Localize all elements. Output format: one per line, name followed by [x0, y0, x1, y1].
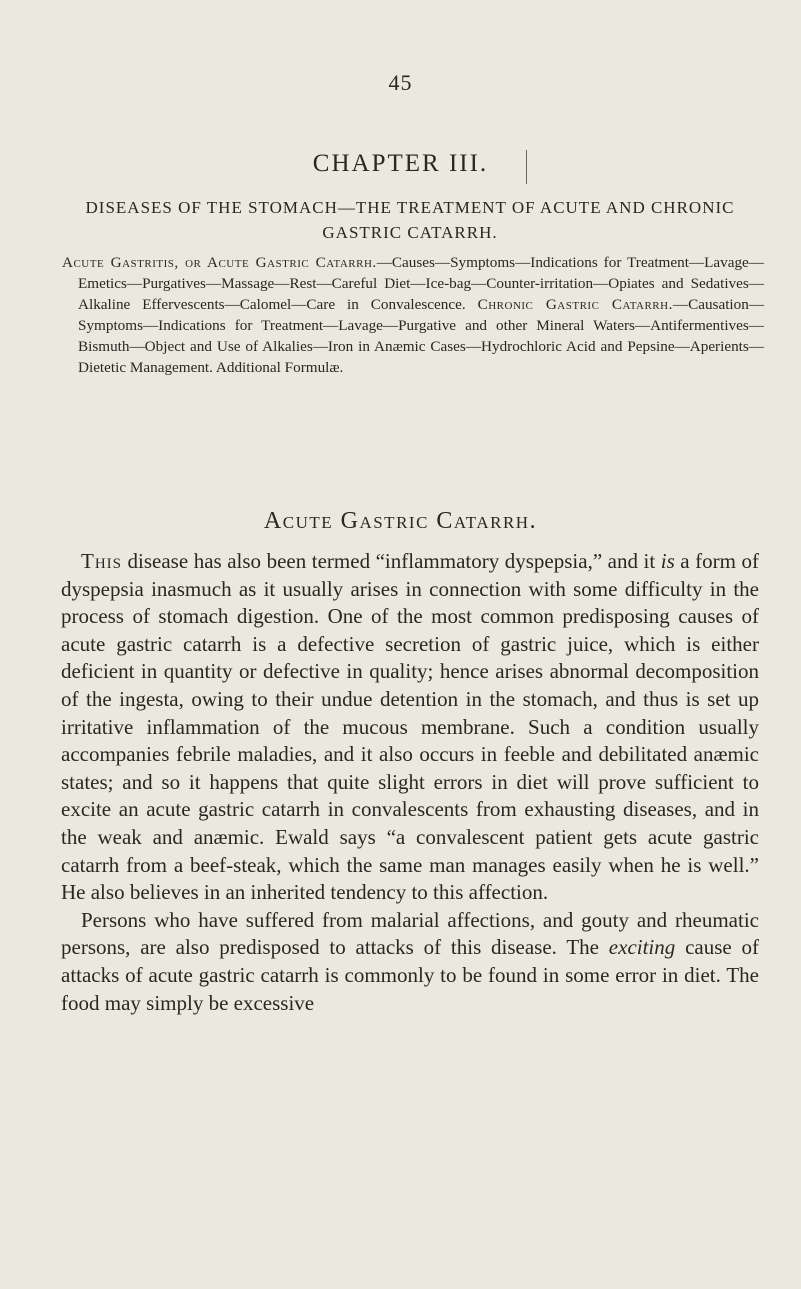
body-text: [61, 548, 759, 1017]
section-heading: Acute Gastric Catarrh.: [263, 508, 538, 534]
synopsis-text-acute: —Causes—Symptoms—Indications for Treatment—Lavage—Emetics—Purgatives—Massage—Rest—Careful Diet—Ice-bag—Counter-irritation—Opiates and Sedatives—Alkaline Effervescents—Calomel—Care in Convalescence.: [78, 254, 764, 313]
paragraph-1-text-a: disease has also been termed “inflammatory dyspepsia,” and it: [122, 549, 661, 573]
page-number: 45: [388, 70, 413, 95]
paragraph-2-text-b: cause of attacks of acute gastric catarrh is commonly to be found in some error in diet. The food may simply be excessive: [61, 935, 759, 1015]
synopsis-heading-acute: Acute Gastritis, or Acute Gastric Catarrh.: [62, 254, 377, 271]
paragraph-2-text-a: Persons who have suffered from malarial affections, and gouty and rheumatic persons, are also predisposed to attacks of this disease. The: [61, 907, 759, 960]
lead-word: This: [81, 549, 122, 573]
paragraph-2: [61, 907, 759, 1017]
chapter-synopsis: [62, 252, 764, 378]
synopsis-heading-chronic: Chronic Gastric Catarrh.: [477, 296, 673, 313]
bracket-mark: [518, 150, 527, 184]
chapter-subtitle: DISEASES OF THE STOMACH—THE TREATMENT OF ACUTE AND CHRONIC GASTRIC CATARRH.: [85, 198, 735, 242]
paragraph-1: [61, 548, 759, 907]
chapter-title: CHAPTER III.: [312, 150, 489, 177]
paragraph-1-emphasis: is: [660, 549, 675, 573]
synopsis-text-chronic: —Causation—Symptoms—Indications for Treatment—Lavage—Purgative and other Mineral Waters—Antifermentives—Bismuth—Object and Use of Alkalies—Iron in Anæmic Cases—Hydrochloric Acid and Pepsine—Aperients—Dietetic Management. Additional Formulæ.: [78, 296, 765, 376]
paragraph-2-emphasis: exciting: [608, 935, 676, 960]
paragraph-1-text-b: a form of dyspepsia inasmuch as it usually arises in connection with some difficulty in the process of stomach digestion. One of the most common predisposing causes of acute gastric catarrh is a defective secretion of gastric juice, which is either deficient in quantity or defective in quality; hence arises abnormal decomposition of the ingesta, owing to their undue detention in the stomach, and thus is set up irritative inflammation of the mucous membrane. Such a condition usually accompanies febrile maladies, and it also occurs in feeble and debilitated anæmic states; and so it happens that quite slight errors in diet will prove sufficient to excite an acute gastric catarrh in convalescents from exhausting diseases, and in the weak and anæmic. Ewald says “a convalescent patient gets acute gastric catarrh from a beef-steak, which the same man manages easily when he is well.” He also believes in an inherited tendency to this affection.: [61, 549, 759, 905]
